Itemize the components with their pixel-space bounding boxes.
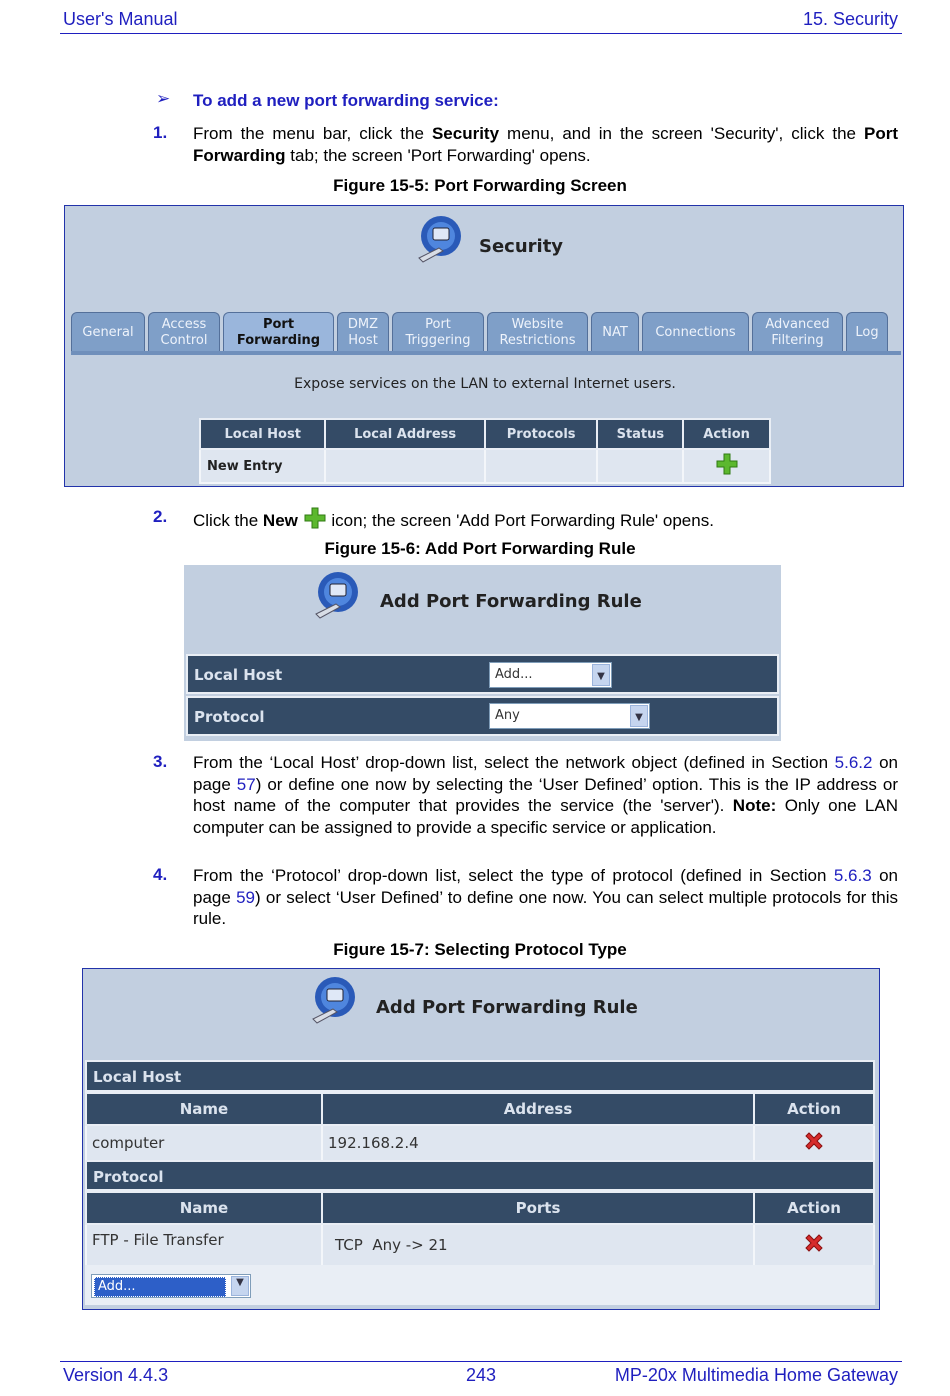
table-cell <box>597 449 683 483</box>
step-2-number: 2. <box>153 507 168 526</box>
new-entry-label[interactable]: New Entry <box>200 449 325 483</box>
protocol-row <box>186 696 779 736</box>
protocol-section-label: Protocol <box>93 1168 164 1186</box>
delete-icon[interactable] <box>802 1129 826 1153</box>
header-rule <box>60 33 902 34</box>
tab-port-forwarding[interactable]: Port Forwarding <box>223 312 334 352</box>
step-2-text: Click the New icon; the screen 'Add Port Forwarding Rule' opens. <box>193 507 714 531</box>
local-host-select[interactable]: Add... ▼ <box>489 662 612 688</box>
protocol-select[interactable]: Any ▼ <box>489 703 650 729</box>
header-right: 15. Security <box>802 9 898 29</box>
add-icon[interactable] <box>716 453 738 475</box>
local-host-table <box>85 1092 875 1162</box>
bullet-arrow-icon: ➢ <box>156 89 171 108</box>
computer-globe-logo-icon <box>307 975 357 1025</box>
tab-general[interactable]: General <box>71 312 145 352</box>
figure-15-7-caption: Figure 15-7: Selecting Protocol Type <box>333 940 627 959</box>
footer-rule <box>60 1361 902 1362</box>
protocol-ports: TCP Any -> 21 <box>322 1224 754 1266</box>
column-action: Action <box>754 1192 874 1224</box>
step-3-text: From the ‘Local Host’ drop-down list, select the network object (defined in Section 5.6.2 on page 57) or define one now by selecting the ‘User Defined’ option. This is the IP address or host name of the computer that provides the service (the 'server'). Note: Only one LAN computer can be assigned to provide a specific service or application. <box>193 753 899 837</box>
column-local-host: Local Host <box>200 419 325 449</box>
chevron-down-icon: ▼ <box>231 1276 249 1296</box>
chevron-down-icon: ▼ <box>630 705 648 727</box>
tab-access-control[interactable]: Access Control <box>148 312 220 352</box>
screen-title: Add Port Forwarding Rule <box>380 591 642 612</box>
local-host-section-label: Local Host <box>93 1068 182 1086</box>
figure-15-5-caption: Figure 15-5: Port Forwarding Screen <box>333 176 627 195</box>
host-action <box>754 1125 874 1161</box>
chevron-down-icon: ▼ <box>592 664 610 686</box>
screen-description: Expose services on the LAN to external Internet users. <box>294 376 676 392</box>
computer-globe-logo-icon <box>310 570 360 620</box>
tab-website-restrictions[interactable]: Website Restrictions <box>487 312 588 352</box>
column-protocols: Protocols <box>485 419 598 449</box>
tab-advanced-filtering[interactable]: Advanced Filtering <box>752 312 843 352</box>
protocol-action <box>754 1224 874 1266</box>
protocol-name: FTP - File Transfer <box>86 1224 322 1266</box>
tab-underline <box>71 351 901 355</box>
local-host-row <box>186 654 779 694</box>
protocol-table <box>85 1191 875 1267</box>
delete-icon[interactable] <box>802 1231 826 1255</box>
protocol-type-screenshot <box>82 968 880 1310</box>
add-rule-screenshot <box>184 565 781 741</box>
column-local-address: Local Address <box>325 419 484 449</box>
column-status: Status <box>597 419 683 449</box>
add-protocol-select[interactable]: Add... ▼ <box>91 1274 251 1298</box>
step-1-text: From the menu bar, click the Security menu, and in the screen 'Security', click the Port Forwarding tab; the screen 'Port Forwarding' opens. <box>193 124 898 165</box>
step-4-number: 4. <box>153 865 168 884</box>
tab-nat[interactable]: NAT <box>591 312 639 352</box>
column-action: Action <box>683 419 770 449</box>
host-address: 192.168.2.4 <box>322 1125 754 1161</box>
column-address: Address <box>322 1093 754 1125</box>
screen-title: Security <box>479 236 564 257</box>
port-forwarding-table <box>199 418 771 484</box>
port-forwarding-screenshot <box>64 205 904 487</box>
new-add-icon <box>303 507 327 529</box>
footer-product: MP-20x Multimedia Home Gateway <box>614 1365 898 1385</box>
host-name: computer <box>86 1125 322 1161</box>
column-ports: Ports <box>322 1192 754 1224</box>
tab-connections[interactable]: Connections <box>642 312 749 352</box>
local-host-label: Local Host <box>194 666 283 684</box>
protocol-section <box>85 1160 875 1191</box>
column-name: Name <box>86 1093 322 1125</box>
tab-dmz-host[interactable]: DMZ Host <box>337 312 389 352</box>
footer-version: Version 4.4.3 <box>63 1365 169 1385</box>
tab-bar <box>71 312 888 352</box>
computer-globe-logo-icon <box>413 214 463 264</box>
column-action: Action <box>754 1093 874 1125</box>
tab-port-triggering[interactable]: Port Triggering <box>392 312 484 352</box>
footer-page-number: 243 <box>466 1365 497 1385</box>
step-4-text: From the ‘Protocol’ drop-down list, select the type of protocol (defined in Section 5.6.3 on page 59) or select ‘User Defined’ to define one now. You can select multiple protocols for this rule. <box>193 866 898 928</box>
step-1-number: 1. <box>153 123 168 142</box>
figure-15-6-caption: Figure 15-6: Add Port Forwarding Rule <box>324 539 636 558</box>
tab-log[interactable]: Log <box>846 312 888 352</box>
screen-title: Add Port Forwarding Rule <box>376 997 638 1018</box>
table-cell <box>325 449 484 483</box>
local-host-section <box>85 1060 875 1092</box>
procedure-title: To add a new port forwarding service: <box>193 91 499 110</box>
step-3-number: 3. <box>153 752 168 771</box>
protocol-label: Protocol <box>194 708 265 726</box>
new-entry-action <box>683 449 770 483</box>
header-left: User's Manual <box>63 9 178 29</box>
column-name: Name <box>86 1192 322 1224</box>
table-cell <box>485 449 598 483</box>
